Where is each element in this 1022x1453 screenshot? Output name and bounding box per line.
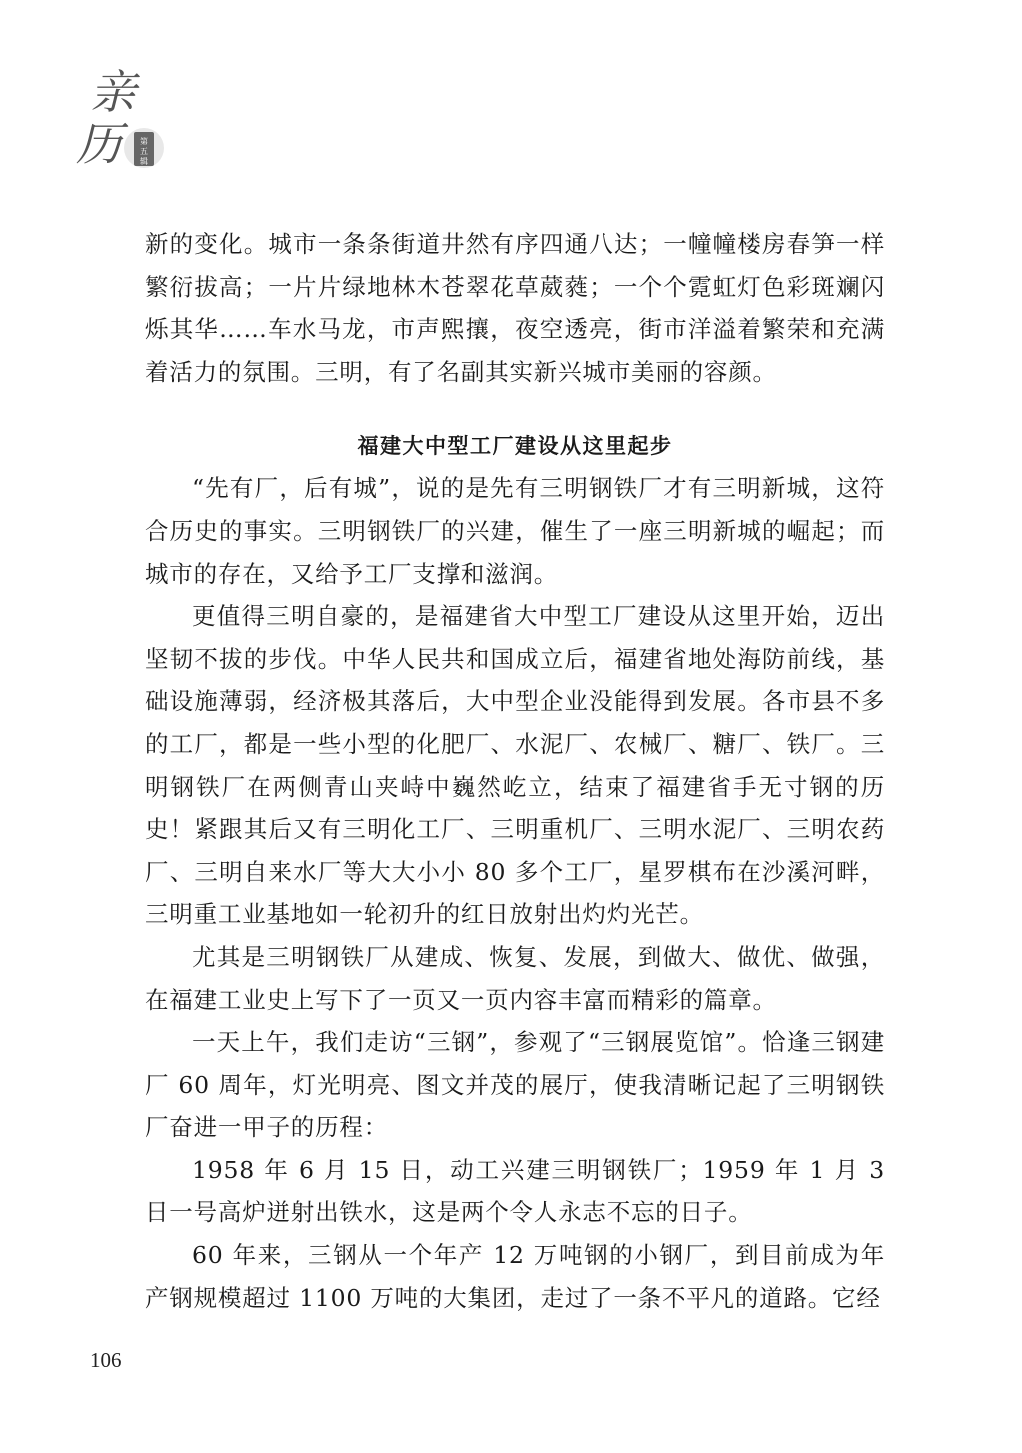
book-series-logo (72, 60, 172, 190)
logo-badge-2: 五 (140, 147, 148, 156)
paragraph-3: 尤其是三明钢铁厂从建成、恢复、发展，到做大、做优、做强，在福建工业史上写下了一页又一页内容丰富而精彩的篇章。 (145, 942, 885, 1014)
calligraphy-logo-icon (72, 60, 172, 190)
intro-paragraph: 新的变化。城市一条条街道井然有序四通八达；一幢幢楼房春笋一样繁衍拔高；一片片绿地林木苍翠花草葳蕤；一个个霓虹灯色彩斑斓闪烁其华……车水马龙，市声熙攘，夜空透亮，街市洋溢着繁荣和充满着活力的氛围。三明，有了名副其实新兴城市美丽的容颜。 (145, 230, 885, 386)
section-title: 福建大中型工厂建设从这里起步 (357, 434, 673, 459)
logo-char-1: 亲 (90, 65, 136, 119)
paragraph-5: 1958 年 6 月 15 日，动工兴建三明钢铁厂；1959 年 1 月 3 日一号高炉迸射出铁水，这是两个令人永志不忘的日子。 (145, 1155, 885, 1227)
paragraph-4: 一天上午，我们走访“三钢”，参观了“三钢展览馆”。恰逢三钢建厂 60 周年，灯光明亮、图文并茂的展厅，使我清晰记起了三明钢铁厂奋进一甲子的历程： (145, 1028, 885, 1142)
logo-badge-1: 第 (140, 137, 148, 146)
page-number: 106 (90, 1348, 122, 1372)
paragraph-1: “先有厂，后有城”，说的是先有三明钢铁厂才有三明新城，这符合历史的事实。三明钢铁厂的兴建，催生了一座三明新城的崛起；而城市的存在，又给予工厂支撑和滋润。 (145, 474, 885, 588)
paragraph-2: 更值得三明自豪的，是福建省大中型工厂建设从这里开始，迈出坚韧不拔的步伐。中华人民共和国成立后，福建省地处海防前线，基础设施薄弱，经济极其落后，大中型企业没能得到发展。各市县不多的工厂，都是一些小型的化肥厂、水泥厂、农械厂、糖厂、铁厂。三明钢铁厂在两侧青山夹峙中巍然屹立，结束了福建省手无寸钢的历史！紧跟其后又有三明化工厂、三明重机厂、三明水泥厂、三明农药厂、三明自来水厂等大大小小 80 多个工厂，星罗棋布在沙溪河畔，三明重工业基地如一轮初升的红日放射出灼灼光芒。 (145, 602, 885, 929)
logo-char-2: 历 (76, 117, 122, 171)
page-body (145, 223, 885, 1319)
logo-badge-3: 辑 (140, 157, 148, 166)
paragraph-6: 60 年来，三钢从一个年产 12 万吨钢的小钢厂，到目前成为年产钢规模超过 1100 万吨的大集团，走过了一条不平凡的道路。它经 (145, 1241, 885, 1312)
